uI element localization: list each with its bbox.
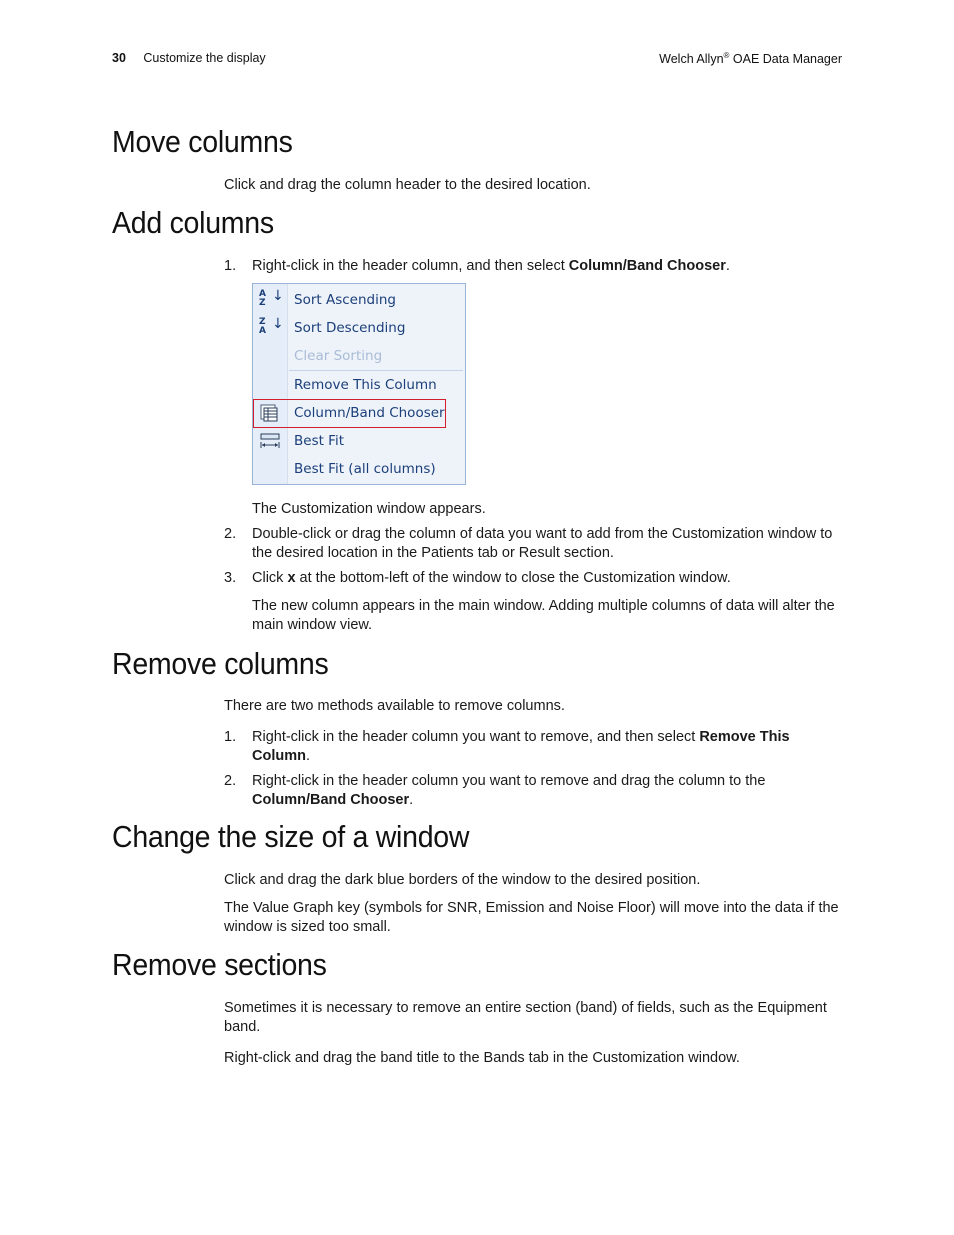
running-header-right (659, 51, 842, 66)
add-step-1-text: Right-click in the header column, and then select (252, 258, 569, 274)
heading-change-window-size: Change the size of a window (112, 819, 470, 854)
remove-step-1-bold: Remove This Column (252, 729, 790, 764)
heading-remove-sections: Remove sections (112, 947, 327, 982)
header-product-prefix: Welch Allyn (659, 52, 724, 67)
add-step-1-bold: Column/Band Chooser (568, 258, 726, 274)
add-step-3-note: The new column appears in the main window. Adding multiple columns of data will alter the main window view. (252, 598, 835, 633)
menu-item-sort-ascending[interactable] (253, 286, 465, 314)
menu-item-label: Clear Sorting (294, 348, 383, 364)
customization-appears-text: The Customization window appears. (252, 501, 486, 517)
remove-sections-text-2: Right-click and drag the band title to the Bands tab in the Customization window. (224, 1050, 740, 1066)
column-chooser-icon (259, 403, 281, 423)
move-columns-text: Click and drag the column header to the desired location. (224, 177, 591, 193)
step-number: 1. (224, 258, 237, 274)
best-fit-icon (259, 431, 281, 451)
add-step-1-end: . (725, 258, 730, 274)
heading-add-columns: Add columns (112, 205, 274, 240)
menu-item-label: Column/Band Chooser (294, 405, 445, 421)
window-size-text-2: The Value Graph key (symbols for SNR, Emission and Noise Floor) will move into the data if the window is sized too small. (224, 900, 839, 935)
running-header-left (112, 51, 266, 65)
menu-item-best-fit[interactable] (253, 427, 465, 455)
step-number: 1. (224, 729, 237, 745)
menu-item-clear-sorting[interactable] (253, 342, 465, 370)
menu-item-label: Sort Ascending (294, 292, 396, 308)
menu-item-remove-this-column[interactable] (253, 371, 465, 399)
remove-columns-intro: There are two methods available to remove columns. (224, 698, 565, 714)
menu-item-best-fit-all[interactable] (253, 455, 465, 483)
remove-sections-text-1: Sometimes it is necessary to remove an entire section (band) of fields, such as the Equipment band. (224, 1000, 827, 1035)
menu-item-sort-descending[interactable] (253, 314, 465, 342)
sort-ascending-icon: A Z ↓ (259, 288, 284, 308)
heading-remove-columns: Remove columns (112, 646, 329, 681)
menu-item-label: Remove This Column (294, 377, 437, 393)
remove-step-1: Right-click in the header column you want to remove, and then select Remove This Column. (252, 729, 790, 764)
sort-descending-icon: Z A ↓ (259, 316, 284, 336)
column-context-menu (252, 283, 466, 485)
remove-step-2: Right-click in the header column you want to remove and drag the column to the Column/Band Chooser. (252, 773, 766, 808)
add-step-1 (252, 257, 842, 276)
registered-mark: ® (723, 51, 730, 60)
step-number: 3. (224, 570, 237, 586)
add-step-2: Double-click or drag the column of data you want to add from the Customization window to the desired location in the Patients tab or Result section. (252, 526, 833, 561)
menu-item-label: Best Fit (294, 433, 345, 449)
menu-item-label: Sort Descending (294, 320, 406, 336)
window-size-text-1: Click and drag the dark blue borders of the window to the desired position. (224, 872, 701, 888)
header-section-title: Customize the display (143, 51, 266, 65)
step-number: 2. (224, 526, 237, 542)
remove-step-2-bold: Column/Band Chooser (252, 792, 410, 808)
add-step-3-bold: x (287, 570, 296, 586)
header-product-suffix: OAE Data Manager (729, 52, 842, 67)
menu-item-label: Best Fit (all columns) (294, 461, 436, 477)
add-step-3: Click x at the bottom-left of the window to close the Customization window. (252, 570, 731, 586)
step-number: 2. (224, 773, 237, 789)
page-number: 30 (112, 51, 126, 65)
heading-move-columns: Move columns (112, 124, 293, 159)
menu-item-column-band-chooser[interactable] (253, 399, 465, 427)
